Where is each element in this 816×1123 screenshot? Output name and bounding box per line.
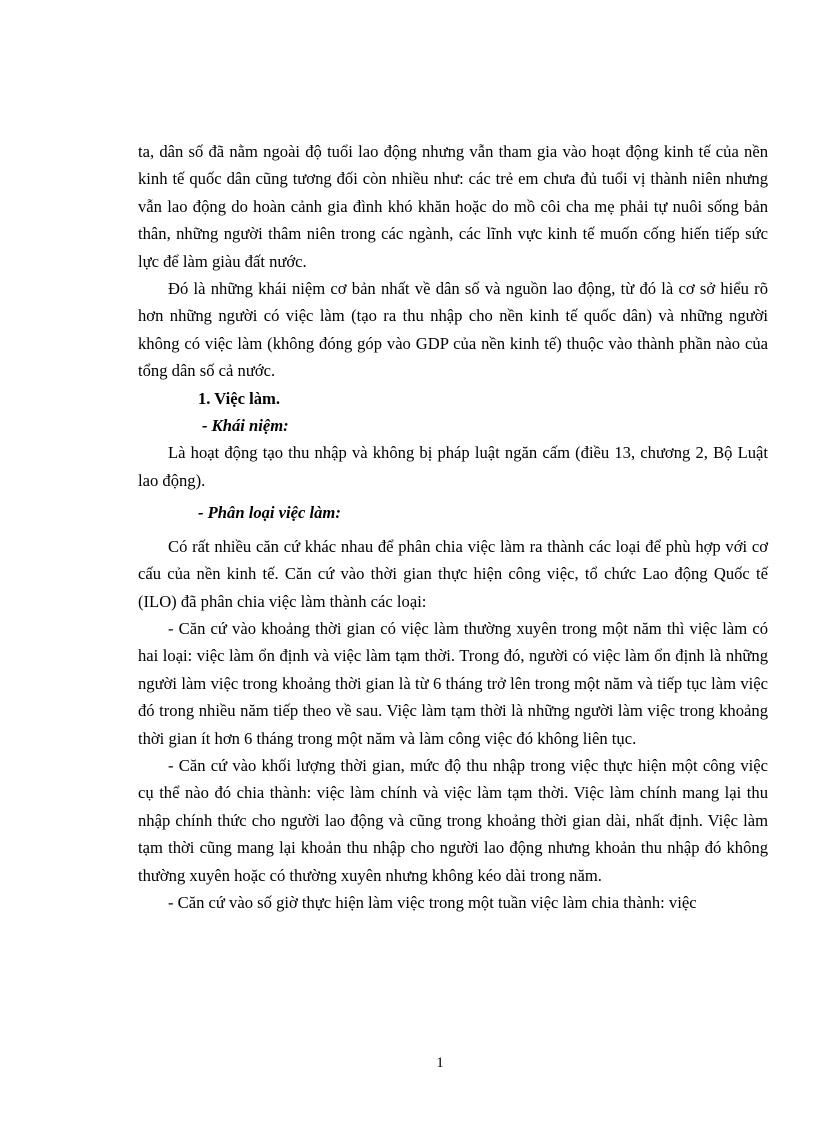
paragraph-employment-definition: Là hoạt động tạo thu nhập và không bị pháp luật ngăn cấm (điều 13, chương 2, Bộ Luật lao động).: [138, 443, 768, 490]
paragraph-weekly-hours: - Căn cứ vào số giờ thực hiện làm việc trong một tuần việc làm chia thành: việc: [168, 892, 697, 912]
paragraph-stable-temporary: - Căn cứ vào khoảng thời gian có việc làm thường xuyên trong một năm thì việc làm có hai loại: việc làm ổn định và việc làm tạm thời. Trong đó, người có việc làm ổn định là những người làm việc trong khoảng thời gian là từ 6 tháng trở lên trong một năm và tiếp tục làm việc đó trong nhiều năm tiếp theo về sau. Việc làm tạm thời là những người làm việc trong khoảng thời gian ít hơn 6 tháng trong một năm và làm công việc đó không liên tục.: [138, 618, 768, 748]
page-number: 1: [436, 1055, 444, 1071]
paragraph-continuation: ta, dân số đã nằm ngoài độ tuổi lao động nhưng vẫn tham gia vào hoạt động kinh tế của nền kinh tế quốc dân cũng tương đối còn nhiều như: các trẻ em chưa đủ tuổi vị thành niên nhưng vẫn lao động do hoàn cảnh gia đình khó khăn hoặc do mồ côi cha mẹ phải tự nuôi sống bản thân, những người thâm niên trong các ngành, các lĩnh vực kinh tế muốn cống hiến tiếp sức lực để làm giàu đất nước.: [138, 142, 768, 271]
page-body: [138, 138, 768, 916]
paragraph-classification-intro: Có rất nhiều căn cứ khác nhau để phân chia việc làm ra thành các loại để phù hợp với cơ cấu của nền kinh tế. Căn cứ vào thời gian thực hiện công việc, tổ chức Lao động Quốc tế (ILO) đã phân chia việc làm thành các loại:: [138, 536, 768, 611]
paragraph-population-concepts: Đó là những khái niệm cơ bản nhất về dân số và nguồn lao động, từ đó là cơ sở hiểu rõ hơn những người có việc làm (tạo ra thu nhập cho nền kinh tế quốc dân) và những người không có việc làm (không đóng góp vào GDP của nền kinh tế) thuộc vào thành phần nào của tổng dân số cả nước.: [138, 279, 768, 381]
section-heading-employment: 1. Việc làm.: [198, 388, 281, 408]
subheading-concept: - Khái niệm:: [202, 416, 289, 436]
subheading-classification: - Phân loại việc làm:: [198, 503, 341, 523]
paragraph-main-temporary: - Căn cứ vào khối lượng thời gian, mức độ thu nhập trong việc thực hiện một công việc cụ thể nào đó chia thành: việc làm chính và việc làm tạm thời. Việc làm chính mang lại thu nhập chính thức cho người lao động và cũng trong khoảng thời gian dài, nhất định. Việc làm tạm thời cũng mang lại khoản thu nhập cho người lao động nhưng khoản thu nhập đó không thường xuyên hoặc có thường xuyên nhưng không kéo dài trong năm.: [138, 755, 768, 885]
